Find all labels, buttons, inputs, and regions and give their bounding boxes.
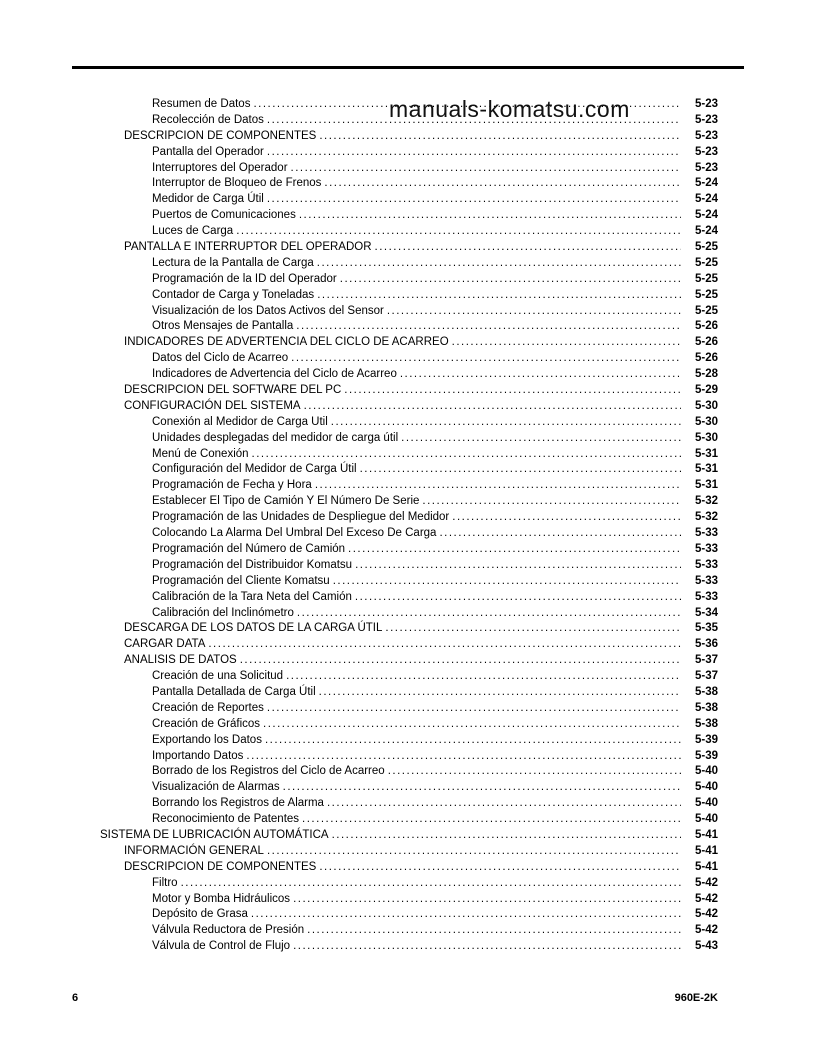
toc-entry: [72, 240, 744, 256]
toc-entry-label: Programación del Número de Camión: [152, 542, 346, 555]
toc-entry: [72, 685, 744, 701]
dot-leader: [297, 606, 681, 622]
toc-entry-page: 5-33: [694, 574, 718, 587]
dot-leader: [388, 764, 681, 780]
toc-entry: [72, 526, 744, 542]
dot-leader: [252, 447, 681, 463]
toc-entry-label: Filtro: [152, 876, 178, 889]
toc-entry: [72, 796, 744, 812]
toc-entry: [72, 224, 744, 240]
toc-entry-label: Conexión al Medidor de Carga Util: [152, 415, 328, 428]
toc-entry-page: 5-25: [694, 256, 718, 269]
dot-leader: [375, 240, 681, 256]
toc-entry: [72, 764, 744, 780]
toc-entry-page: 5-26: [694, 320, 718, 333]
dot-leader: [317, 256, 681, 272]
dot-leader: [291, 351, 681, 367]
toc-entry-label: Programación del Distribuidor Komatsu: [152, 558, 353, 571]
toc-entry: [72, 749, 744, 765]
toc-entry: [72, 542, 744, 558]
toc-entry-label: Calibración de la Tara Neta del Camión: [152, 590, 352, 603]
toc-entry-page: 5-34: [694, 606, 718, 619]
toc-entry: [72, 812, 744, 828]
toc-entry-page: 5-41: [694, 844, 718, 857]
toc-entry-page: 5-43: [694, 940, 718, 953]
dot-leader: [304, 399, 681, 415]
toc-entry-page: 5-33: [694, 590, 718, 603]
toc-entry-page: 5-23: [694, 98, 718, 110]
toc-entry-page: 5-31: [694, 479, 718, 492]
toc-entry-label: Exportando los Datos: [152, 733, 262, 746]
toc-entry-page: 5-33: [694, 558, 718, 571]
toc-entry-page: 5-23: [694, 161, 718, 174]
dot-leader: [319, 685, 681, 701]
toc-entry-label: Menú de Conexión: [152, 447, 249, 460]
toc-entry: [72, 399, 744, 415]
toc-entry: [72, 415, 744, 431]
dot-leader: [355, 590, 681, 606]
toc-entry-page: 5-26: [694, 336, 718, 349]
dot-leader: [319, 129, 681, 145]
toc-entry-page: 5-31: [694, 463, 718, 476]
toc-entry: [72, 510, 744, 526]
toc-entry-label: Lectura de la Pantalla de Carga: [152, 256, 314, 269]
toc-entry: [72, 161, 744, 177]
toc-entry-label: Indicadores de Advertencia del Ciclo de Acarreo: [152, 368, 397, 381]
toc-entry-page: 5-41: [694, 828, 718, 841]
toc-entry-page: 5-32: [694, 511, 718, 524]
dot-leader: [387, 304, 681, 320]
footer-page-number: 6: [72, 992, 79, 1004]
toc-entry-label: CARGAR DATA: [124, 638, 206, 651]
toc-entry-page: 5-28: [694, 368, 718, 381]
toc-entry-label: Motor y Bomba Hidráulicos: [152, 892, 291, 905]
toc-entry: [72, 637, 744, 653]
dot-leader: [452, 510, 681, 526]
toc-entry-page: 5-41: [694, 860, 718, 873]
toc-entry: [72, 208, 744, 224]
toc-entry-label: Resumen de Datos: [152, 98, 251, 110]
toc-entry-label: Pantalla Detallada de Carga Útil: [152, 685, 316, 698]
toc-entry-label: Puertos de Comunicaciones: [152, 209, 296, 222]
toc-entry-label: Creación de Gráficos: [152, 717, 261, 730]
toc-entry: [72, 621, 744, 637]
toc-entry-page: 5-36: [694, 638, 718, 651]
dot-leader: [208, 637, 681, 653]
toc-entry-page: 5-40: [694, 781, 718, 794]
toc-entry-page: 5-23: [694, 145, 718, 158]
toc-entry-page: 5-30: [694, 415, 718, 428]
toc-entry-page: 5-42: [694, 924, 718, 937]
toc-entry-label: INFORMACIÓN GENERAL: [124, 844, 264, 857]
toc-entry-label: SISTEMA DE LUBRICACIÓN AUTOMÁTICA: [100, 828, 329, 841]
dot-leader: [293, 939, 681, 955]
dot-leader: [315, 478, 681, 494]
toc-entry: [72, 907, 744, 923]
toc-entry-label: Creación de una Solicitud: [152, 670, 284, 683]
toc-entry-label: Otros Mensajes de Pantalla: [152, 320, 294, 333]
toc-entry-label: Visualización de los Datos Activos del Sensor: [152, 304, 384, 317]
toc-entry: [72, 844, 744, 860]
toc-entry-label: Programación de Fecha y Hora: [152, 479, 312, 492]
dot-leader: [296, 319, 681, 335]
footer-doc-code: 960E-2K: [674, 992, 718, 1004]
toc-list: [72, 97, 744, 955]
toc-entry: [72, 335, 744, 351]
toc-entry: [72, 383, 744, 399]
toc-entry: [72, 192, 744, 208]
toc-entry: [72, 780, 744, 796]
top-rule-divider: [72, 66, 744, 69]
toc-entry: [72, 733, 744, 749]
toc-entry-page: 5-25: [694, 304, 718, 317]
toc-entry: [72, 462, 744, 478]
toc-entry-label: Calibración del Inclinómetro: [152, 606, 294, 619]
dot-leader: [324, 176, 681, 192]
dot-leader: [291, 161, 681, 177]
toc-entry-label: DESCRIPCION DEL SOFTWARE DEL PC: [124, 384, 342, 397]
dot-leader: [181, 876, 681, 892]
toc-entry: [72, 367, 744, 383]
toc-entry: [72, 494, 744, 510]
dot-leader: [355, 558, 681, 574]
toc-entry: [72, 669, 744, 685]
dot-leader: [267, 192, 681, 208]
dot-leader: [385, 621, 681, 637]
toc-entry-label: Unidades desplegadas del medidor de carga útil: [152, 431, 399, 444]
toc-entry-page: 5-25: [694, 288, 718, 301]
dot-leader: [348, 542, 681, 558]
dot-leader: [293, 892, 681, 908]
toc-entry-page: 5-24: [694, 177, 718, 190]
toc-entry-page: 5-37: [694, 654, 718, 667]
toc-entry: [72, 129, 744, 145]
toc-entry: [72, 288, 744, 304]
dot-leader: [283, 780, 681, 796]
dot-leader: [302, 812, 681, 828]
watermark-text: manuals-komatsu.com: [389, 96, 630, 122]
toc-entry-page: 5-24: [694, 225, 718, 238]
toc-entry-label: Programación del Cliente Komatsu: [152, 574, 330, 587]
toc-entry-page: 5-33: [694, 542, 718, 555]
toc-entry-label: Creación de Reportes: [152, 701, 264, 714]
toc-entry-page: 5-38: [694, 701, 718, 714]
toc-entry: [72, 574, 744, 590]
toc-entry: [72, 145, 744, 161]
toc-entry: [72, 447, 744, 463]
toc-entry-page: 5-35: [694, 622, 718, 635]
dot-leader: [236, 224, 681, 240]
toc-entry-page: 5-26: [694, 352, 718, 365]
toc-entry: [72, 272, 744, 288]
toc-entry: [72, 701, 744, 717]
toc-entry-page: 5-39: [694, 749, 718, 762]
toc-entry-page: 5-40: [694, 797, 718, 810]
toc-entry-page: 5-39: [694, 733, 718, 746]
toc-entry-label: Interruptores del Operador: [152, 161, 288, 174]
toc-entry-page: 5-24: [694, 193, 718, 206]
toc-entry-label: DESCARGA DE LOS DATOS DE LA CARGA ÚTIL: [124, 622, 383, 635]
toc-entry-label: DESCRIPCION DE COMPONENTES: [124, 860, 317, 873]
toc-entry: [72, 860, 744, 876]
toc-entry-label: Medidor de Carga Útil: [152, 193, 264, 206]
toc-entry-page: 5-31: [694, 447, 718, 460]
toc-entry-label: Contador de Carga y Toneladas: [152, 288, 315, 301]
toc-entry-label: Programación de la ID del Operador: [152, 272, 337, 285]
toc-entry: [72, 876, 744, 892]
toc-entry-page: 5-24: [694, 209, 718, 222]
dot-leader: [317, 288, 681, 304]
toc-entry-page: 5-42: [694, 876, 718, 889]
toc-entry-label: Visualización de Alarmas: [152, 781, 280, 794]
toc-entry-page: 5-30: [694, 399, 718, 412]
toc-entry-page: 5-42: [694, 892, 718, 905]
toc-entry-label: Luces de Carga: [152, 225, 234, 238]
toc-entry-page: 5-25: [694, 241, 718, 254]
toc-entry-label: INDICADORES DE ADVERTENCIA DEL CICLO DE ACARREO: [124, 336, 449, 349]
toc-entry: [72, 478, 744, 494]
toc-entry: [72, 828, 744, 844]
dot-leader: [360, 462, 681, 478]
toc-entry-page: 5-40: [694, 765, 718, 778]
dot-leader: [267, 145, 681, 161]
toc-entry-label: Depósito de Grasa: [152, 908, 248, 921]
page-footer: [72, 992, 744, 1004]
toc-entry-label: Establecer El Tipo de Camión Y El Número De Serie: [152, 495, 420, 508]
toc-entry-page: 5-40: [694, 813, 718, 826]
dot-leader: [286, 669, 681, 685]
toc-entry-page: 5-32: [694, 495, 718, 508]
dot-leader: [263, 717, 681, 733]
dot-leader: [400, 367, 681, 383]
dot-leader: [265, 733, 681, 749]
toc-entry: [72, 176, 744, 192]
toc-entry: [72, 923, 744, 939]
toc-entry: [72, 939, 744, 955]
toc-entry-page: 5-29: [694, 384, 718, 397]
dot-leader: [299, 208, 681, 224]
toc-entry: [72, 606, 744, 622]
toc-entry-label: Borrando los Registros de Alarma: [152, 797, 324, 810]
toc-entry: [72, 304, 744, 320]
toc-entry-label: PANTALLA E INTERRUPTOR DEL OPERADOR: [124, 241, 372, 254]
dot-leader: [340, 272, 681, 288]
dot-leader: [344, 383, 681, 399]
dot-leader: [307, 923, 681, 939]
toc-entry: [72, 256, 744, 272]
toc-entry-page: 5-30: [694, 431, 718, 444]
toc-entry-page: 5-38: [694, 717, 718, 730]
toc-entry-page: 5-37: [694, 670, 718, 683]
toc-entry-page: 5-38: [694, 685, 718, 698]
dot-leader: [267, 701, 681, 717]
toc-entry: [72, 590, 744, 606]
toc-entry-label: Válvula Reductora de Presión: [152, 924, 305, 937]
toc-entry-page: 5-42: [694, 908, 718, 921]
dot-leader: [401, 431, 681, 447]
toc-entry-label: Recolección de Datos: [152, 113, 264, 126]
toc-entry-label: Válvula de Control de Flujo: [152, 940, 291, 953]
toc-entry: [72, 431, 744, 447]
dot-leader: [246, 749, 681, 765]
toc-entry-label: Pantalla del Operador: [152, 145, 264, 158]
toc-entry-page: 5-33: [694, 527, 718, 540]
toc-entry-label: Reconocimiento de Patentes: [152, 813, 300, 826]
toc-entry-label: DESCRIPCION DE COMPONENTES: [124, 129, 317, 142]
toc-entry-label: Interruptor de Bloqueo de Frenos: [152, 177, 322, 190]
toc-entry: [72, 351, 744, 367]
toc-entry: [72, 319, 744, 335]
dot-leader: [439, 526, 681, 542]
toc-entry-label: Programación de las Unidades de Despliegue del Medidor: [152, 511, 450, 524]
dot-leader: [452, 335, 681, 351]
toc-entry-page: 5-25: [694, 272, 718, 285]
toc-entry: [72, 717, 744, 733]
toc-entry-label: Configuración del Medidor de Carga Útil: [152, 463, 357, 476]
dot-leader: [319, 860, 681, 876]
dot-leader: [240, 653, 681, 669]
dot-leader: [327, 796, 681, 812]
toc-entry-label: CONFIGURACIÓN DEL SISTEMA: [124, 399, 301, 412]
toc-entry-label: ANALISIS DE DATOS: [124, 654, 237, 667]
toc-entry-label: Importando Datos: [152, 749, 244, 762]
toc-entry: [72, 653, 744, 669]
toc-entry-label: Borrado de los Registros del Ciclo de Acarreo: [152, 765, 385, 778]
toc-entry-label: Datos del Ciclo de Acarreo: [152, 352, 289, 365]
dot-leader: [333, 574, 681, 590]
dot-leader: [267, 844, 681, 860]
toc-entry-page: 5-23: [694, 129, 718, 142]
dot-leader: [422, 494, 681, 510]
toc-entry: [72, 892, 744, 908]
dot-leader: [331, 415, 681, 431]
dot-leader: [251, 907, 681, 923]
toc-entry-page: 5-23: [694, 113, 718, 126]
toc-entry-label: Colocando La Alarma Del Umbral Del Exceso De Carga: [152, 527, 437, 540]
dot-leader: [332, 828, 681, 844]
toc-entry: [72, 558, 744, 574]
